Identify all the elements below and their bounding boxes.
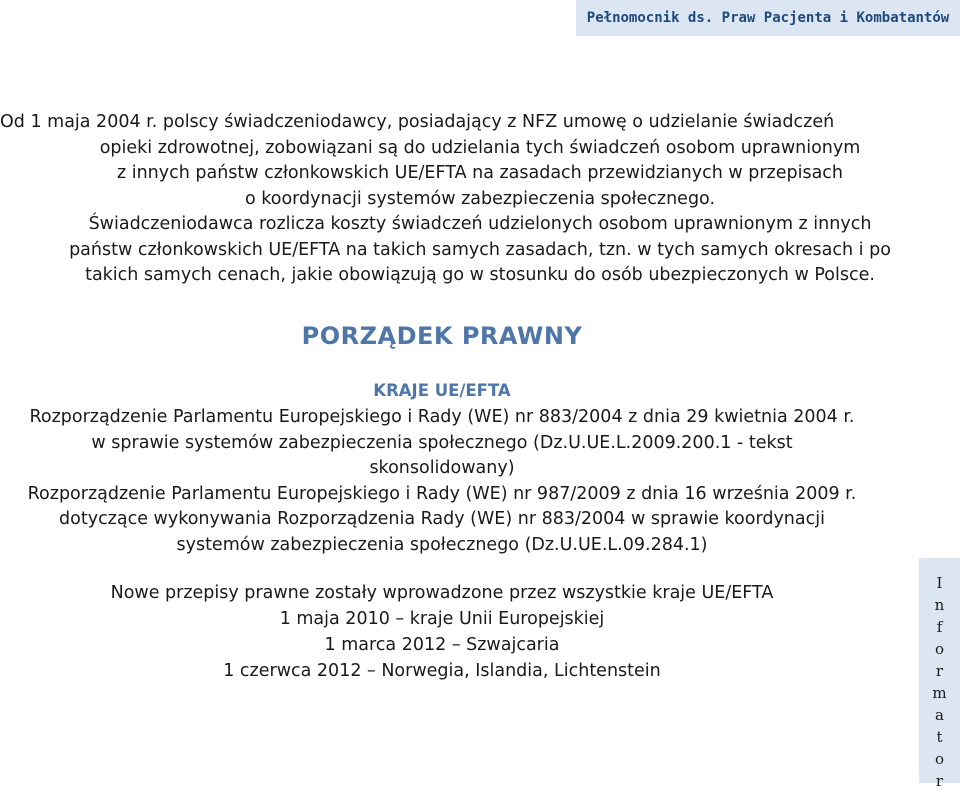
- intro-line: opieki zdrowotnej, zobowiązani są do udzielania tych świadczeń osobom uprawnionym: [99, 137, 861, 158]
- side-letter: I: [936, 574, 943, 592]
- header-badge: [576, 0, 960, 36]
- informator-side-tab: [919, 558, 960, 790]
- side-letter: a: [935, 706, 944, 724]
- regulation-line: Rozporządzenie Parlamentu Europejskiego i Rady (WE) nr 987/2009 z dnia 16 września 2009 r.: [27, 483, 857, 504]
- intro-line: takich samych cenach, jakie obowiązują go w stosunku do osób ubezpieczonych w Polsce.: [85, 265, 875, 285]
- side-letter: o: [934, 640, 945, 658]
- informator-label: [919, 572, 960, 792]
- side-letter: n: [934, 596, 945, 614]
- side-letter: f: [936, 618, 943, 636]
- regulation-line: w sprawie systemów zabezpieczenia społecznego (Dz.U.UE.L.2009.200.1 - tekst: [91, 432, 793, 453]
- dates-line: Nowe przepisy prawne zostały wprowadzone przez wszystkie kraje UE/EFTA: [110, 583, 774, 603]
- dates-line: 1 marca 2012 – Szwajcaria: [324, 635, 560, 655]
- side-letter: t: [936, 728, 943, 746]
- regulation-line: dotyczące wykonywania Rozporządzenia Rady (WE) nr 883/2004 w sprawie koordynacji: [59, 509, 825, 529]
- dates-line: 1 maja 2010 – kraje Unii Europejskiej: [279, 609, 605, 629]
- section-title: PORZĄDEK PRAWNY: [301, 322, 583, 350]
- side-letter: m: [932, 684, 947, 702]
- side-letter: r: [935, 772, 944, 790]
- regulation-line: skonsolidowany): [369, 458, 515, 478]
- header-badge-label: Pełnomocnik ds. Praw Pacjenta i Kombatantów: [586, 10, 950, 26]
- intro-line: Od 1 maja 2004 r. polscy świadczeniodawcy, posiadający z NFZ umowę o udzielanie świadczeń: [0, 112, 835, 132]
- regulations-list: [0, 405, 884, 558]
- regulation-line: Rozporządzenie Parlamentu Europejskiego i Rady (WE) nr 883/2004 z dnia 29 kwietnia 2004 r.: [29, 407, 855, 427]
- intro-line: o koordynacji systemów zabezpieczenia społecznego.: [244, 188, 716, 209]
- side-letter: o: [934, 750, 945, 768]
- intro-line: państw członkowskich UE/EFTA na takich samych zasadach, tzn. w tych samych okresach i po: [69, 239, 891, 260]
- intro-paragraph: [0, 110, 960, 289]
- dates-list: [0, 580, 884, 684]
- section-subtitle: KRAJE UE/EFTA: [373, 381, 511, 400]
- intro-line: Świadczeniodawca rozlicza koszty świadczeń udzielonych osobom uprawnionym z innych: [88, 214, 872, 234]
- intro-line: z innych państw członkowskich UE/EFTA na zasadach przewidzianych w przepisach: [116, 163, 844, 183]
- side-letter: r: [935, 662, 944, 680]
- regulation-line: systemów zabezpieczenia społecznego (Dz.U.UE.L.09.284.1): [176, 534, 708, 555]
- dates-line: 1 czerwca 2012 – Norwegia, Islandia, Lichtenstein: [223, 661, 661, 681]
